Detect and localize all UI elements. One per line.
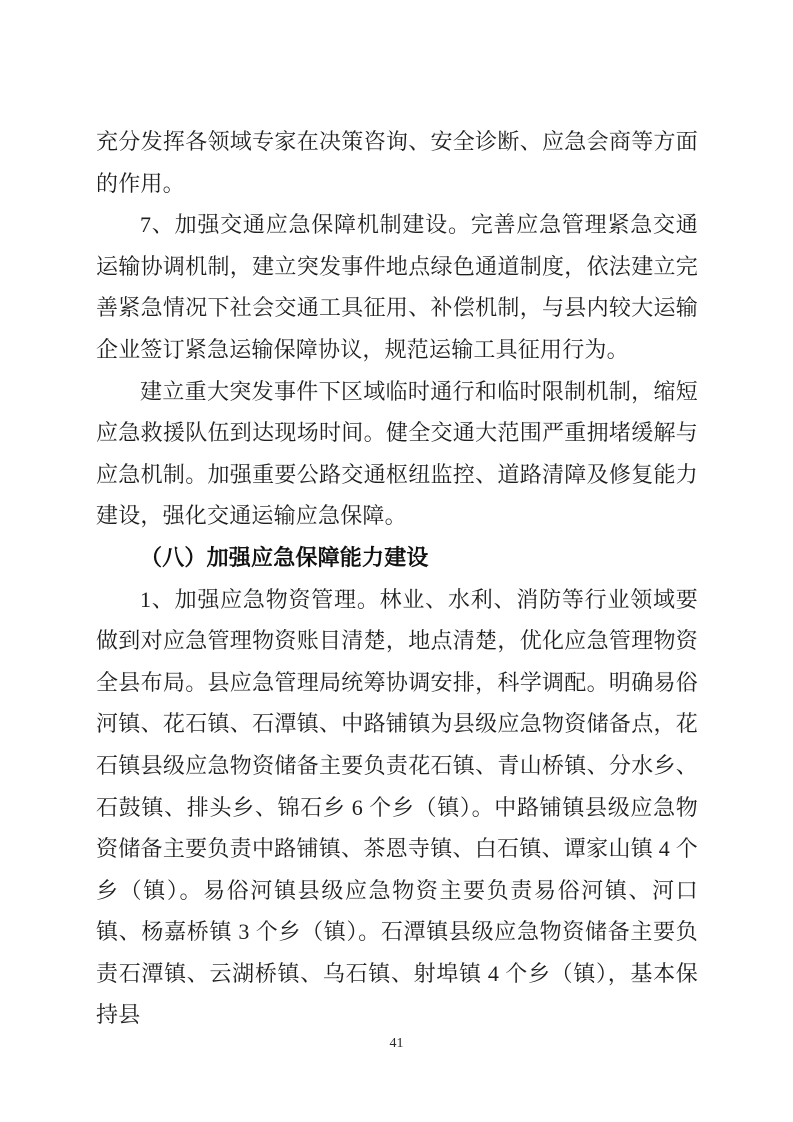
paragraph-temporary-passage: 建立重大突发事件下区域临时通行和临时限制机制，缩短应急救援队伍到达现场时间。健全交通大范围严重拥堵缓解与应急机制。加强重要公路交通枢纽监控、道路清障及修复能力建设，强化交通运输应急保障。 — [96, 378, 698, 529]
paragraph-item-1: 1、加强应急物资管理。林业、水利、消防等行业领域要做到对应急管理物资账目清楚，地点清楚，优化应急管理物资全县布局。县应急管理局统筹协调安排，科学调配。明确易俗河镇、花石镇、石潭镇、中路铺镇为县级应急物资储备点，花石镇县级应急物资储备主要负责花石镇、青山桥镇、分水乡、石鼓镇、排头乡、锦石乡 6 个乡（镇）。中路铺镇县级应急物资储备主要负责中路铺镇、茶恩寺镇、白石镇、谭家山镇 4 个乡（镇）。易俗河镇县级应急物资主要负责易俗河镇、河口镇、杨嘉桥镇 3 个乡（镇）。石潭镇县级应急物资储备主要负责石潭镇、云湖桥镇、乌石镇、射埠镇 4 个乡（镇），基本保持县 — [96, 586, 698, 1028]
page-number: 41 — [389, 1036, 404, 1051]
page-body — [96, 121, 698, 1036]
section-heading: （八）加强应急保障能力建设 — [140, 544, 429, 570]
paragraph-item-7: 7、加强交通应急保障机制建设。完善应急管理紧急交通运输协调机制，建立突发事件地点绿色通道制度，依法建立完善紧急情况下社会交通工具征用、补偿机制，与县内较大运输企业签订紧急运输保障协议，规范运输工具征用行为。 — [96, 212, 698, 362]
paragraph-continuation: 充分发挥各领域专家在决策咨询、安全诊断、应急会商等方面的作用。 — [96, 129, 698, 196]
